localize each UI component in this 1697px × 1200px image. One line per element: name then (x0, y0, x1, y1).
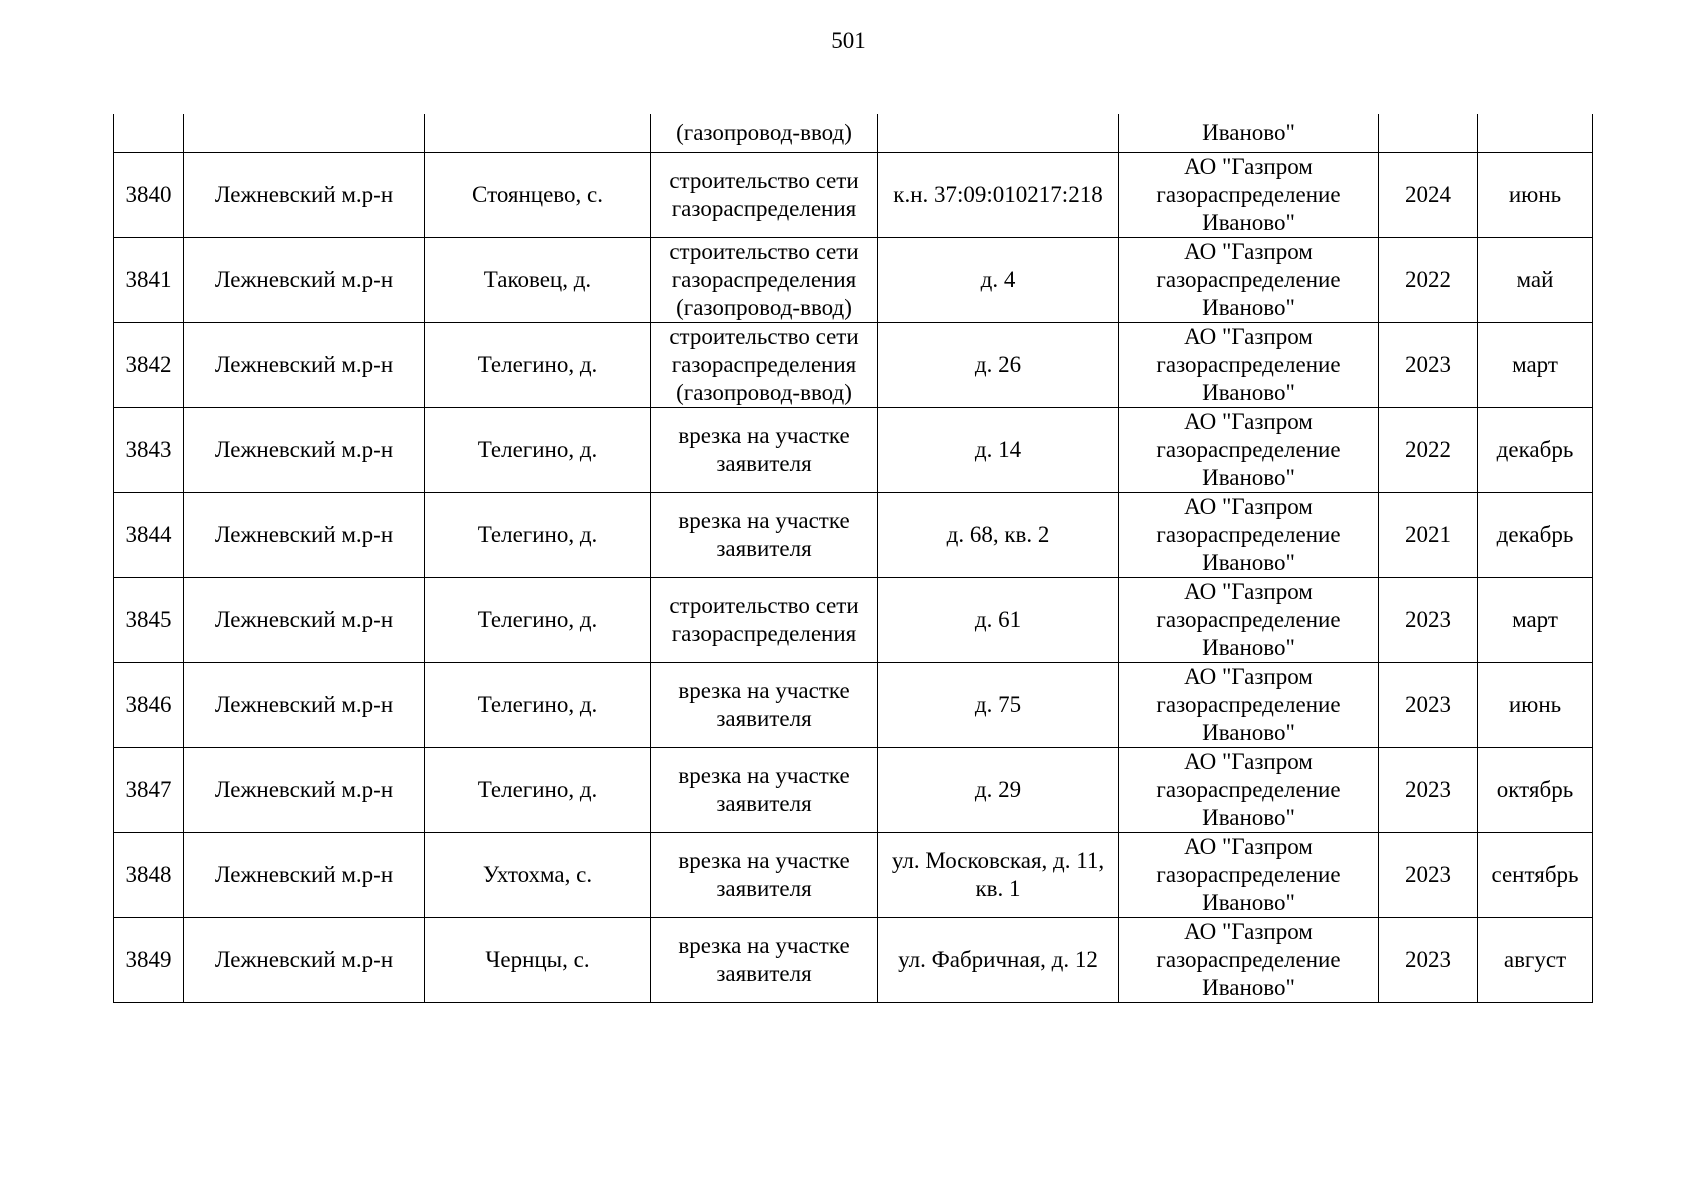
cell-month: март (1478, 323, 1593, 408)
cell-work-type: врезка на участке заявителя (651, 663, 878, 748)
cell-year: 2023 (1379, 323, 1478, 408)
cell-year: 2023 (1379, 663, 1478, 748)
table-row (114, 663, 1593, 748)
cell-month (1478, 114, 1593, 153)
cell-year: 2024 (1379, 153, 1478, 238)
cell-org: АО "Газпром газораспределение Иваново" (1119, 323, 1379, 408)
cell-org: АО "Газпром газораспределение Иваново" (1119, 748, 1379, 833)
cell-locality: Телегино, д. (425, 408, 651, 493)
cell-num: 3844 (114, 493, 184, 578)
cell-address: ул. Фабричная, д. 12 (878, 918, 1119, 1003)
cell-month: июнь (1478, 153, 1593, 238)
table-row (114, 153, 1593, 238)
table-body (114, 114, 1593, 1003)
cell-month: декабрь (1478, 408, 1593, 493)
cell-address: д. 14 (878, 408, 1119, 493)
cell-org: Иваново" (1119, 114, 1379, 153)
cell-address: д. 75 (878, 663, 1119, 748)
cell-locality: Телегино, д. (425, 578, 651, 663)
cell-locality: Стоянцево, с. (425, 153, 651, 238)
cell-work-type: строительство сети газораспределения (газопровод-ввод) (651, 323, 878, 408)
cell-locality: Таковец, д. (425, 238, 651, 323)
cell-address: д. 68, кв. 2 (878, 493, 1119, 578)
cell-locality: Ухтохма, с. (425, 833, 651, 918)
cell-address: д. 4 (878, 238, 1119, 323)
table-row (114, 408, 1593, 493)
cell-district: Лежневский м.р-н (184, 748, 425, 833)
cell-work-type: строительство сети газораспределения (651, 153, 878, 238)
cell-num: 3846 (114, 663, 184, 748)
cell-org: АО "Газпром газораспределение Иваново" (1119, 493, 1379, 578)
cell-org: АО "Газпром газораспределение Иваново" (1119, 833, 1379, 918)
cell-num: 3845 (114, 578, 184, 663)
cell-num: 3840 (114, 153, 184, 238)
cell-address: д. 26 (878, 323, 1119, 408)
cell-district: Лежневский м.р-н (184, 918, 425, 1003)
cell-year: 2023 (1379, 578, 1478, 663)
cell-work-type: (газопровод-ввод) (651, 114, 878, 153)
cell-address: к.н. 37:09:010217:218 (878, 153, 1119, 238)
cell-num: 3842 (114, 323, 184, 408)
cell-district (184, 114, 425, 153)
table-row-continuation (114, 114, 1593, 153)
cell-locality: Чернцы, с. (425, 918, 651, 1003)
cell-year: 2023 (1379, 833, 1478, 918)
cell-district: Лежневский м.р-н (184, 153, 425, 238)
cell-month: сентябрь (1478, 833, 1593, 918)
cell-month: декабрь (1478, 493, 1593, 578)
cell-work-type: врезка на участке заявителя (651, 833, 878, 918)
cell-org: АО "Газпром газораспределение Иваново" (1119, 918, 1379, 1003)
table-row (114, 323, 1593, 408)
cell-year: 2023 (1379, 748, 1478, 833)
cell-district: Лежневский м.р-н (184, 493, 425, 578)
cell-month: август (1478, 918, 1593, 1003)
cell-num: 3841 (114, 238, 184, 323)
table-row (114, 578, 1593, 663)
cell-num: 3847 (114, 748, 184, 833)
page-number: 501 (831, 28, 866, 53)
cell-locality: Телегино, д. (425, 663, 651, 748)
cell-work-type: врезка на участке заявителя (651, 493, 878, 578)
cell-work-type: строительство сети газораспределения (651, 578, 878, 663)
cell-locality: Телегино, д. (425, 748, 651, 833)
table-row (114, 748, 1593, 833)
cell-locality: Телегино, д. (425, 323, 651, 408)
cell-num: 3848 (114, 833, 184, 918)
cell-address: д. 61 (878, 578, 1119, 663)
cell-work-type: строительство сети газораспределения (газопровод-ввод) (651, 238, 878, 323)
table-row (114, 918, 1593, 1003)
cell-year (1379, 114, 1478, 153)
cell-org: АО "Газпром газораспределение Иваново" (1119, 153, 1379, 238)
cell-year: 2022 (1379, 238, 1478, 323)
cell-org: АО "Газпром газораспределение Иваново" (1119, 238, 1379, 323)
cell-org: АО "Газпром газораспределение Иваново" (1119, 408, 1379, 493)
cell-district: Лежневский м.р-н (184, 238, 425, 323)
cell-month: октябрь (1478, 748, 1593, 833)
table-row (114, 493, 1593, 578)
table-row (114, 238, 1593, 323)
cell-work-type: врезка на участке заявителя (651, 918, 878, 1003)
cell-num (114, 114, 184, 153)
cell-year: 2021 (1379, 493, 1478, 578)
table-row (114, 833, 1593, 918)
cell-month: март (1478, 578, 1593, 663)
gasification-table (113, 114, 1593, 1003)
cell-work-type: врезка на участке заявителя (651, 748, 878, 833)
cell-district: Лежневский м.р-н (184, 323, 425, 408)
cell-address: ул. Московская, д. 11, кв. 1 (878, 833, 1119, 918)
cell-work-type: врезка на участке заявителя (651, 408, 878, 493)
cell-district: Лежневский м.р-н (184, 833, 425, 918)
cell-district: Лежневский м.р-н (184, 578, 425, 663)
cell-org: АО "Газпром газораспределение Иваново" (1119, 578, 1379, 663)
cell-num: 3843 (114, 408, 184, 493)
cell-org: АО "Газпром газораспределение Иваново" (1119, 663, 1379, 748)
cell-address: д. 29 (878, 748, 1119, 833)
cell-year: 2022 (1379, 408, 1478, 493)
cell-district: Лежневский м.р-н (184, 408, 425, 493)
cell-locality (425, 114, 651, 153)
cell-address (878, 114, 1119, 153)
cell-year: 2023 (1379, 918, 1478, 1003)
cell-month: июнь (1478, 663, 1593, 748)
cell-month: май (1478, 238, 1593, 323)
cell-district: Лежневский м.р-н (184, 663, 425, 748)
cell-num: 3849 (114, 918, 184, 1003)
cell-locality: Телегино, д. (425, 493, 651, 578)
